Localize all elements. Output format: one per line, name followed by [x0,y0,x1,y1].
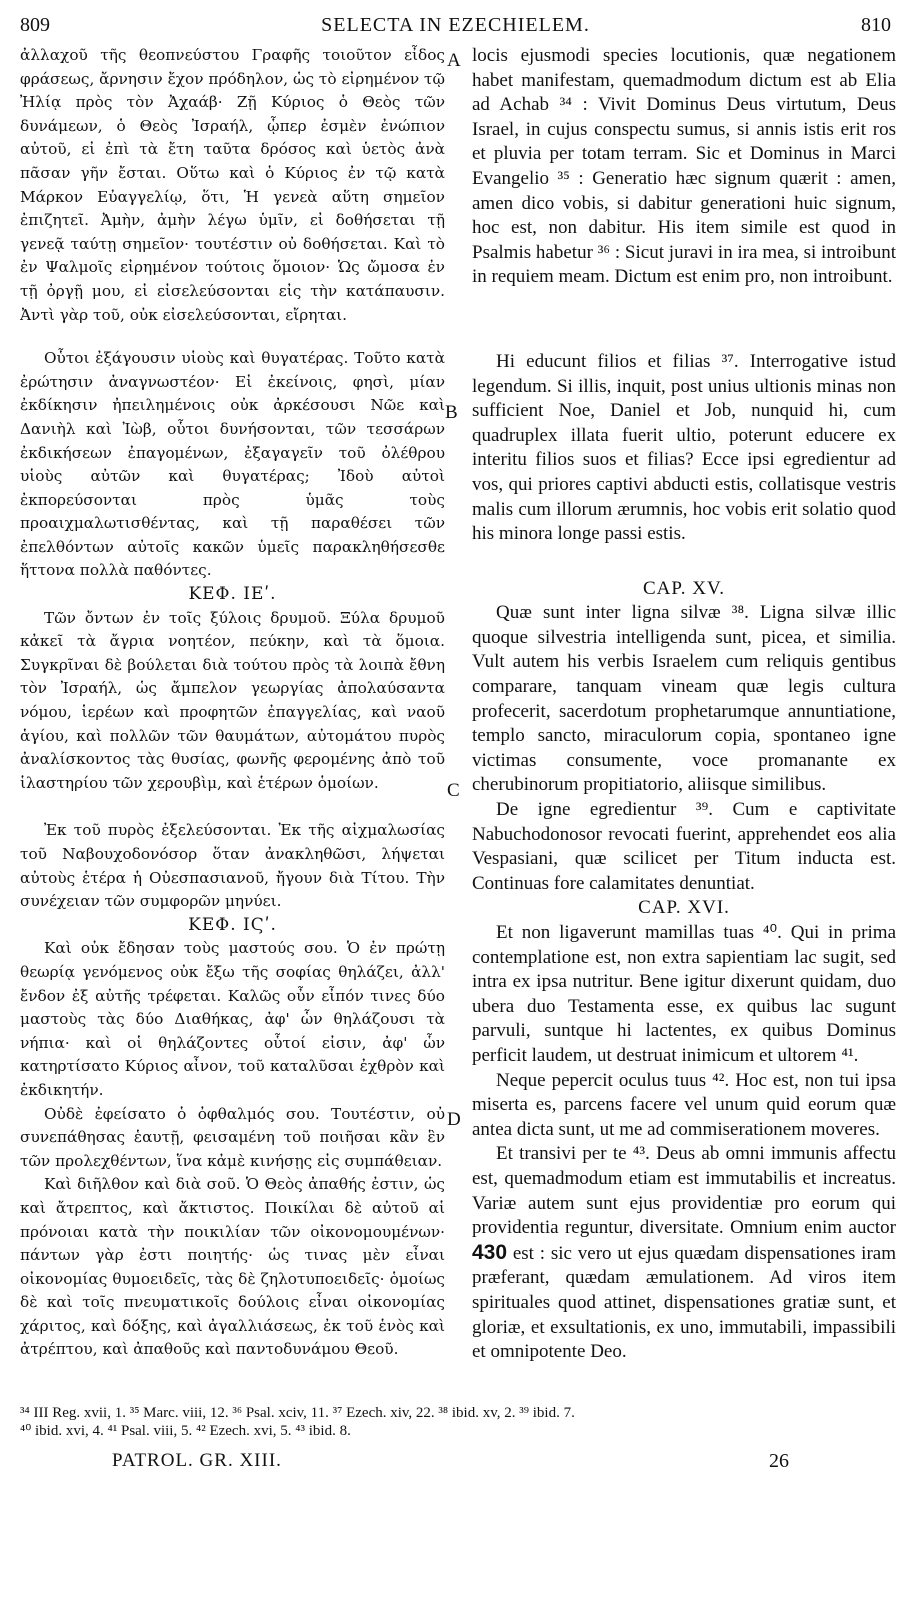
footnotes [20,1404,891,1440]
greek-paragraph: Καὶ διῆλθον καὶ διὰ σοῦ. Ὁ Θεὸς ἀπαθής ἐστιν, ὡς καὶ ἄτρεπτος, καὶ ἄκτιστος. Ποικίλαι δὲ αὐτοῦ αἱ πρόνοιαι κατὰ τὴν ποικιλίαν τῶν οἰκονομουμένων· πάντων γὰρ ἐστι ποιητής· ὡς τινας μὲν εἶναι οἰκονομίας θυμοειδεῖς, τὰς δὲ ζηλοτυποειδεῖς· ὁμοίως δὲ καὶ τοῖς πνευματικοῖς δούλοις εἶναι οἰκονομίας χάριτος, καὶ δόξης, καὶ ἀγαλλιάσεως, ἐκ τοῦ ἑνὸς καὶ ἀτρέπτου, καὶ ἀπαθοῦς καὶ παντοδυνάμου Θεοῦ. [20,1175,445,1359]
footnote-line: ⁴⁰ ibid. xvi, 4. ⁴¹ Psal. viii, 5. ⁴² Ezech. xvi, 5. ⁴³ ibid. 8. [20,1423,351,1439]
greek-paragraph: ἀλλαχοῦ τῆς θεοπνεύστου Γραφῆς τοιοῦτον εἶδος φράσεως, ἄρνησιν ἔχον πρόδηλον, ὡς τὸ εἰρημένον τῷ Ἠλίᾳ πρὸς τὸν Ἀχαάβ· Ζῇ Κύριος ὁ Θεὸς τῶν δυνάμεων, ὁ Θεὸς Ἰσραήλ, ᾧπερ ἐσμὲν ἐνώπιον αὐτοῦ, εἰ ἐπὶ τὰ ἔτη ταῦτα δρόσος καὶ ὑετὸς ἀνὰ πᾶσαν γῆν ἔσται. Οὕτω καὶ ὁ Κύριος ἐν τῷ κατὰ Μάρκον Εὐαγγελίῳ, ὅτι, Ἡ γενεὰ αὕτη σημεῖον ἐπιζητεῖ. Ἀμὴν, ἀμὴν λέγω ὑμῖν, εἰ δοθήσεται τῇ γενεᾷ ταύτῃ σημεῖον· τουτέστιν οὐ δοθήσεται. Καὶ τὸ ἐν Ψαλμοῖς εἰρημένον τούτοις ὅμοιον· Ὡς ὤμοσα ἐν τῇ ὀργῇ μου, εἰ εἰσελεύσονται εἰς τὴν κατάπαυσιν. Ἀντὶ γὰρ τοῦ, οὐκ εἰσελεύσονται, εἴρηται. [20,46,445,324]
greek-paragraph: Οὗτοι ἐξάγουσιν υἱοὺς καὶ θυγατέρας. Τοῦτο κατὰ ἐρώτησιν ἀναγνωστέον· Εἰ ἐκείνοις, φησὶ, μίαν ἐκδίκησιν ἠπειλημένοις οὐκ ἀρκέσουσι Νῶε καὶ Δανιὴλ καὶ Ἰὼβ, οὗτοι δυνήσονται, τῶν τεσσάρων ἐκδικήσεων ἐπαγομένων, ἐξαγαγεῖν τοῦ ὀλέθρου υἱοὺς αὐτῶν καὶ θυγατέρας; Ἰδοὺ αὐτοὶ ἐκπορεύσονται πρὸς ὑμᾶς τοὺς προαιχμαλωτισθέντας, καὶ τῇ παραθέσει τῶν ἐπελθόντων αὐτοῖς κακῶν ὑμεῖς παρακληθήσεσθε ἥττονα πολλὰ παθόντες. [20,349,445,580]
latin-text: est : sic vero ut ejus quædam dispensationes iram præferant, quædam æmulationem. Ad viros item spirituales quod attinet, dispensationes gratiæ sunt, et gloriæ, et exsultationis, ex uno, immutabili, impassibili et omnipotente Deo. [472,1242,897,1363]
page-number-right: 810 [861,14,891,36]
footnote-line: ³⁴ III Reg. xvii, 1. ³⁵ Marc. viii, 12. ³⁶ Psal. xciv, 11. ³⁷ Ezech. xiv, 22. ³⁸ ibid. xv, 2. ³⁹ ibid. 7. [20,1405,575,1421]
margin-letter-a: A [447,50,461,71]
margin-letter-b: B [445,402,458,423]
column-number: 430 [472,1240,508,1264]
latin-paragraph [472,1142,896,1364]
greek-paragraph: Καὶ οὐκ ἔδησαν τοὺς μαστούς σου. Ὁ ἐν πρώτῃ θεωρίᾳ γενόμενος οὐκ ἔξω τῆς σοφίας θηλάζει, ἀλλ' ἔνδον ἐξ αὐτῆς τρέφεται. Καλῶς οὖν εἶπόν τινες δύο μαστοὺς τὰς δύο Διαθήκας, ἀφ' ὧν θηλάζουσι τὰ νήπια· καὶ οἱ θηλάζοντες οὗτοί εἰσιν, ἀφ' ὧν κατηρτίσατο Κύριος αἶνον, τοῦ καταλῦσαι ἐχθρὸν καὶ ἐκδικητήν. [20,939,445,1099]
page-number-left: 809 [20,14,50,36]
margin-letter-c: C [447,780,460,801]
latin-paragraph: De igne egredientur ³⁹. Cum e captivitate Nabuchodonosor revocati fuerint, apprehendet eos alia Vespasiani, quæ scilicet per Titum inducta est. Continuas fore calamitates denuntiat. [472,799,896,894]
latin-column [472,44,896,1365]
latin-paragraph: Quæ sunt inter ligna silvæ ³⁸. Ligna silvæ illic quoque silvestria intelligenda sunt, picea, et similia. Vult autem his verbis Israelem cum reliquis gentibus comparare, tanquam vineam quæ legis cultura profecerit, sacerdotum prophetarumque annuntiatione, templo sancto, miraculorum copia, spontaneo igne victimas consumente, voce promanante ex cherubinorum propitiatorio, aliisque similibus. [472,602,896,796]
running-header [20,14,891,38]
greek-paragraph: Τῶν ὄντων ἐν τοῖς ξύλοις δρυμοῦ. Ξύλα δρυμοῦ κἀκεῖ τὰ ἄγρια νοητέον, πεύκην, καὶ τὰ ὅμοια. Συγκρῖναι δὲ βούλεται διὰ τούτου πρὸς τὰ λοιπὰ ἔθνη τὸν Ἰσραήλ, ὡς ἄμπελον γεωργίας ἀπολαύσαντα νόμου, ἱερέων καὶ προφητῶν ἐπαγγελίας, καὶ ναοῦ ἁγίου, καὶ πολλῶν τῶν θαυμάτων, αὐτομάτου πυρὸς ἀναλίσκοντος τὰς θυσίας, φωνῆς φερομένης ἀπὸ τοῦ ἱλαστηρίου τῶν χερουβὶμ, καὶ ἑτέρων ὁμοίων. [20,608,445,792]
greek-paragraph: Ἐκ τοῦ πυρὸς ἐξελεύσονται. Ἐκ τῆς αἰχμαλωσίας τοῦ Ναβουχοδονόσορ ὅταν ἀνακληθῶσι, λήψεται αὐτοὺς ἑτέρα ἡ Οὐεσπασιανοῦ, ἤγουν διὰ Τίτου. Τὴν συνέχειαν τῶν συμφορῶν μηνύει. [20,821,445,911]
latin-chapter-heading: CAP. XVI. [638,897,730,919]
latin-paragraph: locis ejusmodi species locutionis, quæ negationem habet manifestam, quemadmodum dictum est ab Elia ad Achab ³⁴ : Vivit Dominus Deus virtutum, Deus Israel, in cujus conspectu sumus, si annis istis erit ros et pluvia per totam terram. Sic et Dominus in Marci Evangelio ³⁵ : Generatio hæc signum quærit : amen, amen dico vobis, si dabitur generationi huic signum, hoc est, non dabitur. His item simile est quod in Psalmis habetur ³⁶ : Sicut juravi in ira mea, si introibunt in requiem meam. Dictum est enim pro, non introibunt. [472,45,896,288]
margin-letter-d: D [447,1109,461,1130]
sheet-number: 26 [769,1450,789,1472]
greek-paragraph: Οὐδὲ ἐφείσατο ὁ ὀφθαλμός σου. Τουτέστιν, οὐ συνεπάθησας ἑαυτῇ, φεισαμένη τοῦ ποιῆσαι κἂν ἓν τῶν προλεχθέντων, ἵνα κἀμὲ κινήσῃς εἰς συμπάθειαν. [20,1104,445,1170]
latin-paragraph: Neque pepercit oculus tuus ⁴². Hoc est, non tui ipsa miserta es, parcens facere vel unum quid eorum quæ antea dicta sunt, ut me ad commiserationem moveres. [472,1069,896,1140]
greek-chapter-heading: ΚΕΦ. ΙΕʹ. [188,584,277,605]
greek-column [20,44,445,1362]
latin-paragraph: Et non ligaverunt mamillas tuas ⁴⁰. Qui in prima contemplatione est, non extra sapientiam lac sugit, sed intra ex ipsa nutritur. Bene igitur dixerunt quidam, duo ubera duo Testamenta esse, ex quibus lac sugunt parvuli, suntque hi lactentes, ex quibus Dominus perficit laudem, ut destruat inimicum et ultorem ⁴¹. [472,922,896,1066]
greek-chapter-heading: ΚΕΦ. ΙϚʹ. [188,914,277,935]
latin-text: Et transivi per te ⁴³. Deus ab omni immunis affectu est, quemadmodum etiam est immutabilis et increatus. Variæ autem sunt ejus providentiæ pro eorum qui providentia reguntur, diversitate. Omnium enim auctor [472,1143,896,1239]
latin-paragraph: Hi educunt filios et filias ³⁷. Interrogative istud legendum. Si illis, inquit, post unius ultionis minas non sufficient Noe, Daniel et Job, nunquid hi, cum quadruplex illata fuerit ultio, poterunt educere ex interitu filios suos et filias? Ecce ipsi egredientur ad vos, qui priores captivi abducti estis, collatisque vestris malis cum illorum ærumnis, hoc vobis erit solatio quod his minora longe passi estis. [472,350,896,545]
running-title: SELECTA IN EZECHIELEM. [321,14,590,36]
latin-chapter-heading: CAP. XV. [642,577,726,599]
collection-signature: PATROL. GR. XIII. [112,1450,282,1471]
